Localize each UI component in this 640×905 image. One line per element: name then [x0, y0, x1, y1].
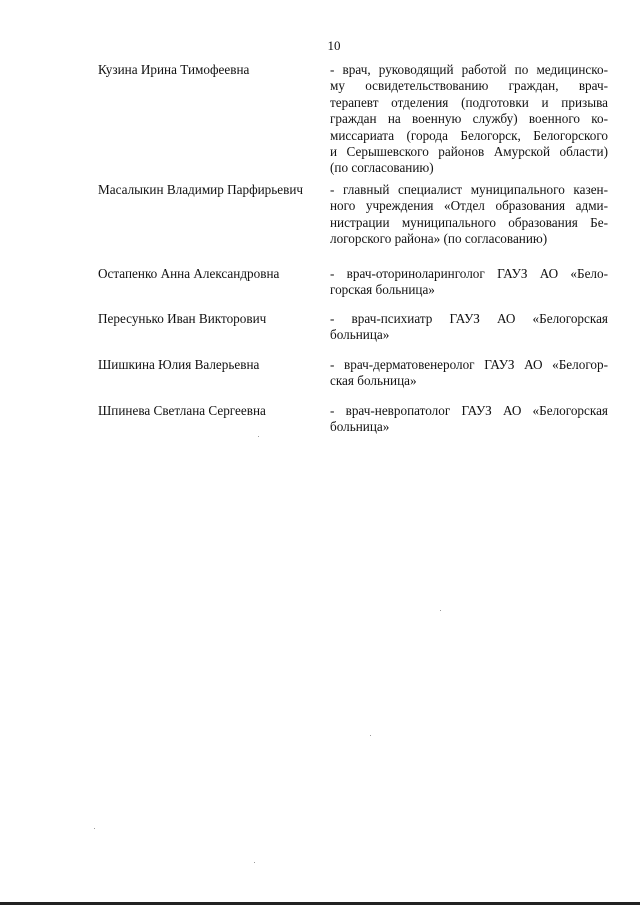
member-role: [330, 266, 608, 299]
member-role: [330, 357, 608, 390]
role-line: и Серышевского районов Амурской области): [330, 144, 608, 160]
scan-speck: [440, 610, 441, 611]
scan-speck: [258, 436, 259, 437]
member-name: Пересунько Иван Викторович: [98, 311, 267, 326]
role-line: горская больница»: [330, 282, 435, 298]
role-line: больница»: [330, 327, 390, 343]
member-role: [330, 311, 608, 344]
role-line: - врач-оториноларинголог ГАУЗ АО «Бело-: [330, 266, 608, 281]
role-line: - врач-психиатр ГАУЗ АО «Белогорская: [330, 311, 608, 326]
role-line: миссариата (города Белогорск, Белогорского: [330, 127, 608, 143]
member-name: Шпинева Светлана Сергеевна: [98, 403, 266, 418]
page-number: 10: [327, 38, 341, 53]
member-role: [330, 403, 608, 436]
member-name: Шишкина Юлия Валерьевна: [98, 357, 260, 372]
role-line: - врач-дерматовенеролог ГАУЗ АО «Белогор-: [330, 357, 608, 372]
role-line: терапевт отделения (подготовки и призыва: [330, 94, 608, 110]
member-name: Масалыкин Владимир Парфирьевич: [98, 182, 304, 197]
role-line: - врач-невропатолог ГАУЗ АО «Белогорская: [330, 403, 608, 418]
role-line: ного учреждения «Отдел образования адми-: [330, 198, 608, 214]
role-line: - врач, руководящий работой по медицинско-: [330, 62, 608, 77]
role-line: больница»: [330, 419, 390, 435]
member-role: [330, 62, 608, 177]
scan-speck: [254, 862, 255, 863]
role-line: нистрации муниципального образования Бе-: [330, 214, 608, 230]
member-name: Кузина Ирина Тимофеевна: [98, 62, 250, 77]
member-name: Остапенко Анна Александровна: [98, 266, 280, 281]
role-line: ская больница»: [330, 373, 417, 389]
role-line: логорского района» (по согласованию): [330, 231, 548, 247]
role-line: - главный специалист муниципального казен-: [330, 182, 608, 197]
scan-speck: [370, 735, 371, 736]
member-role: [330, 182, 608, 248]
role-line: (по согласованию): [330, 160, 434, 176]
scan-speck: [94, 828, 95, 829]
role-line: му освидетельствованию граждан, врач-: [330, 78, 608, 94]
role-line: граждан на военную службу) военного ко-: [330, 111, 608, 127]
